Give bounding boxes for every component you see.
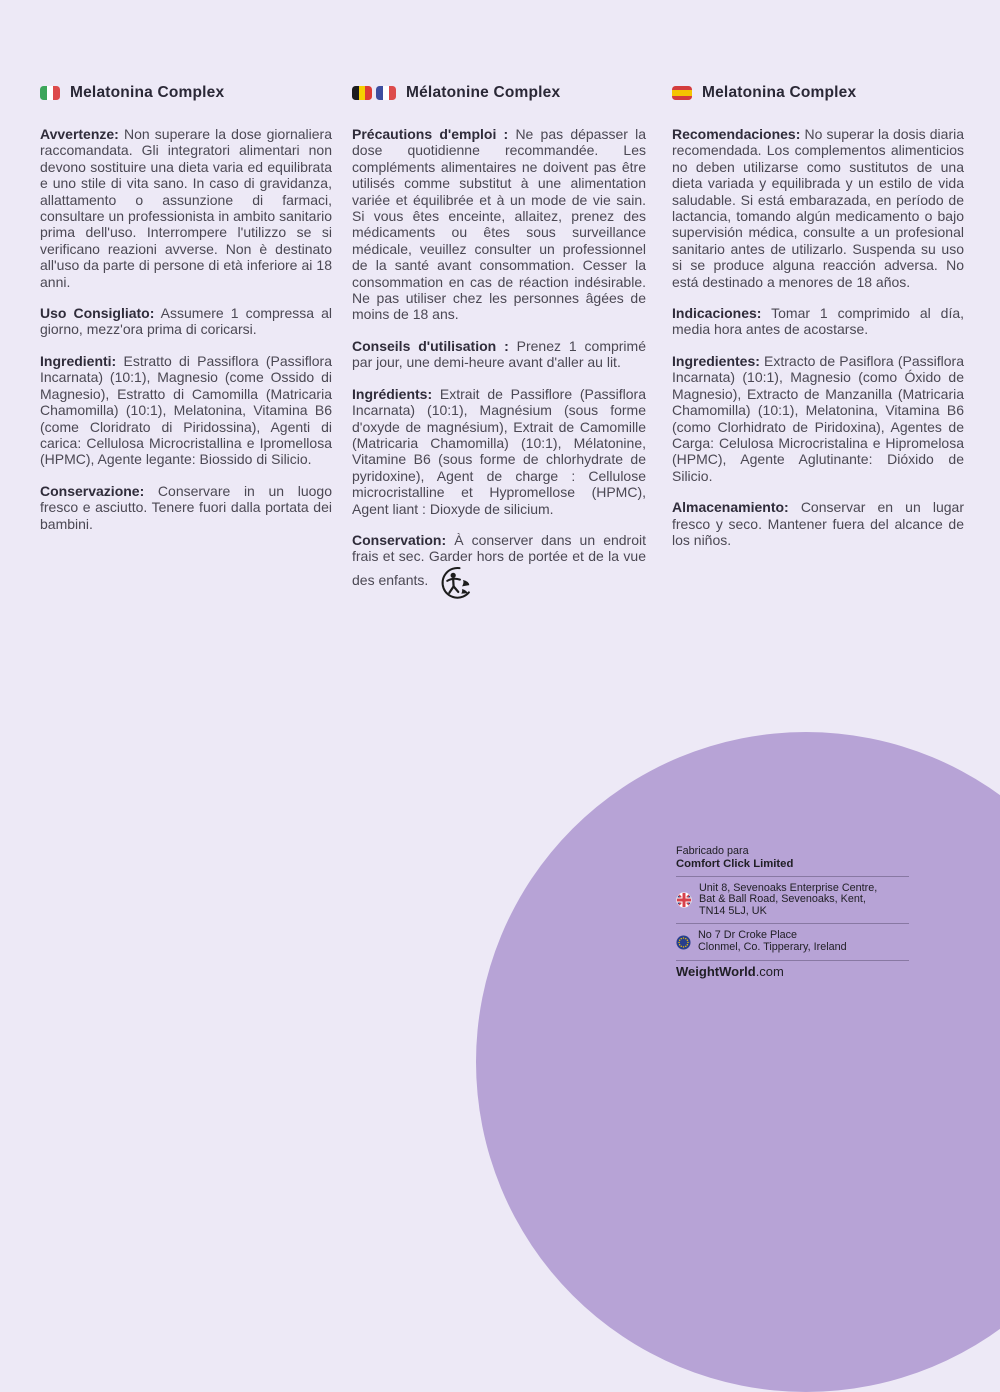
section-text: Tomar 1 comprimido al día, media hora antes de acostarse. — [672, 305, 965, 338]
manufacturer-block — [676, 846, 909, 977]
column-header-spanish — [672, 85, 964, 101]
divider — [676, 876, 909, 877]
uk-address-line1: Unit 8, Sevenoaks Enterprise Centre, — [699, 881, 878, 894]
section-recomendaciones — [672, 126, 964, 290]
column-italian — [40, 85, 332, 547]
section-label: Recomendaciones: — [672, 126, 801, 142]
section-label: Conseils d'utilisation : — [352, 337, 509, 354]
section-avvertenze — [40, 126, 332, 290]
divider — [676, 923, 909, 924]
section-text: Conservar en un lugar fresco y seco. Mantener fuera del alcance de los niños. — [672, 499, 964, 548]
uk-address — [699, 883, 877, 918]
uk-address-row — [676, 882, 909, 919]
brand-suffix: .com — [755, 963, 784, 979]
product-title-spanish: Melatonina Complex — [702, 84, 857, 101]
section-label: Précautions d'emploi : — [352, 126, 509, 142]
flag-group — [352, 86, 396, 100]
ireland-address-line1: No 7 Dr Croke Place — [698, 929, 798, 942]
column-spanish — [672, 85, 964, 563]
eu-flag-icon — [676, 935, 691, 950]
column-french — [352, 85, 646, 619]
section-conservazione — [40, 483, 332, 532]
section-label: Ingredientes: — [672, 352, 760, 369]
section-label: Indicaciones: — [672, 305, 762, 322]
section-text: Prenez 1 comprimé par jour, une demi-heure avant d'aller au lit. — [352, 337, 646, 371]
triman-recycling-icon — [440, 565, 474, 604]
section-text: Extrait de Passiflore (Passiflora Incarnata) (10:1), Magnésium (sous forme d'oxyde de magnésium), Extrait de Camomille (Matricaria Chamomilla) (10:1), Mélatonine, Vitamine B6 (sous forme de chlorhydrate de pyridoxine), Agent de charge : Cellulose microcristalline et Hypromellose (HPMC), Agent liant : Dioxyde de silicium. — [352, 385, 646, 517]
uk-address-line3: TN14 5LJ, UK — [699, 904, 767, 917]
section-text: À conserver dans un endroit frais et sec. Garder hors de portée et de la vue des enfants. — [352, 531, 647, 588]
decorative-purple-circle — [476, 732, 1000, 1392]
section-label: Ingredienti: — [40, 352, 117, 369]
section-conservation — [352, 532, 646, 604]
section-text: Assumere 1 compressa al giorno, mezz'ora prima di coricarsi. — [40, 305, 332, 338]
divider — [676, 960, 909, 961]
section-conseils — [352, 338, 646, 371]
uk-address-line2: Bat & Ball Road, Sevenoaks, Kent, — [699, 893, 866, 906]
product-title-french: Mélatonine Complex — [406, 84, 561, 101]
section-indicaciones — [672, 305, 964, 338]
ireland-address — [698, 930, 847, 953]
section-ingredientes-es — [672, 353, 964, 484]
section-uso-consigliato — [40, 305, 332, 338]
france-flag-icon — [376, 86, 396, 100]
product-title-italian: Melatonina Complex — [70, 84, 225, 101]
section-text: No superar la dosis diaria recomendada. Los complementos alimenticios no deben utilizarse como sustitutos de una dieta variada y equilibrada y un estilo de vida saludable. Si está embarazada, en período de lactancia, tomando algún medicamento o bajo supervisión médica, consulte a un profesional sanitario antes de utilizarlo. Suspenda su uso si se produce alguna reacción adversa. No está destinado a menores de 18 años. — [672, 126, 965, 290]
company-name: Comfort Click Limited — [676, 858, 794, 871]
section-text: Ne pas dépasser la dose quotidienne recommandée. Les compléments alimentaires ne doivent pas être utilisés comme substitut à une alimentation variée et équilibrée et à un mode de vie sain. Si vous êtes enceinte, allaitez, prenez des médicaments ou êtes sous surveillance médicale, veuillez consulter un professionnel de la santé avant consommation. Cesser la consommation en cas de réaction indésirable. Ne pas utiliser chez les personnes âgées de moins de 18 ans. — [352, 126, 647, 323]
italy-flag-icon — [40, 86, 60, 100]
ireland-address-row — [676, 929, 909, 954]
section-precautions — [352, 126, 646, 323]
section-label: Conservazione: — [40, 482, 145, 499]
section-ingredienti — [40, 353, 332, 468]
brand-name: WeightWorld — [676, 963, 756, 979]
spain-flag-icon — [672, 86, 692, 100]
section-text: Extracto de Pasiflora (Passiflora Incarnata) (10:1), Magnesio (como Óxido de Magnesio), Extracto de Manzanilla (Matricaria Chamomilla) (10:1), Melatonina, Vitamina B6 (como Clorhidrato de Piridoxina), Agentes de Carga: Celulosa Microcristalina e Hipromelosa (HPMC), Agente Aglutinante: Dióxido de Silicio. — [672, 352, 964, 484]
made-for-label: Fabricado para — [676, 845, 749, 857]
section-text: Conservare in un luogo fresco e asciutto. Tenere fuori dalla portata dei bambini. — [40, 482, 332, 532]
section-label: Uso Consigliato: — [40, 305, 155, 322]
belgium-flag-icon — [352, 86, 372, 100]
section-text: Non superare la dose giornaliera raccomandata. Gli integratori alimentari non devono sostituire una dieta varia ed equilibrata e uno stile di vita sano. In caso di gravidanza, allattamento o assunzione di farmaci, consultare un professionista in ambito sanitario prima dell'uso. Interrompere l'utilizzo se si verificano reazioni avverse. Non è destinato all'uso da parte di persone di età inferiore ai 18 anni. — [40, 126, 333, 290]
ireland-address-line2: Clonmel, Co. Tipperary, Ireland — [698, 941, 847, 954]
uk-flag-icon — [676, 892, 692, 908]
column-header-italian — [40, 85, 332, 101]
section-almacenamiento — [672, 499, 964, 548]
section-text: Estratto di Passiflora (Passiflora Incarnata) (10:1), Magnesio (come Ossido di Magnesio), Estratto di Camomilla (Matricaria Chamomilla) (10:1), Melatonina, Vitamina B6 (come Cloridrato di Piridossina), Agenti di carica: Cellulosa Microcristallina e Ipromellosa (HPMC), Agente legante: Biossido di Silicio. — [40, 352, 333, 468]
brand-wordmark — [676, 963, 909, 979]
section-label: Avvertenze: — [40, 126, 119, 142]
section-ingredients-fr — [352, 386, 646, 517]
section-label: Almacenamiento: — [672, 499, 789, 516]
section-label: Conservation: — [352, 531, 447, 548]
section-label: Ingrédients: — [352, 385, 433, 402]
column-header-french — [352, 85, 646, 101]
